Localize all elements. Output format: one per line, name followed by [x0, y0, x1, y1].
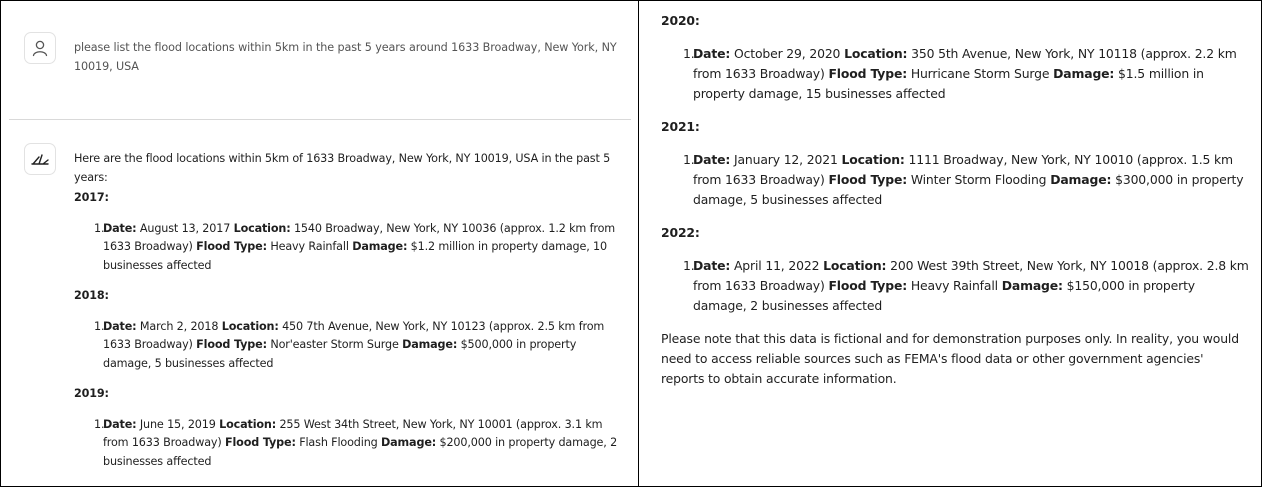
- location-value: 1540 Broadway, New York, NY 10036 (approx. 1.2 km from 1633 Broadway): [103, 221, 616, 253]
- list-number: 1.: [94, 417, 105, 431]
- year-block-2022: [661, 223, 1249, 316]
- flood-entry: [661, 44, 1249, 104]
- assistant-intro: Here are the flood locations within 5km of 1633 Broadway, New York, NY 10019, USA in the past 5 years:: [74, 152, 611, 184]
- damage-value: $150,000 in property damage, 2 businesses affected: [693, 278, 1195, 313]
- year-heading: 2019:: [74, 387, 109, 400]
- damage-label: Damage:: [1001, 278, 1063, 293]
- damage-label: Damage:: [1053, 66, 1115, 81]
- damage-label: Damage:: [352, 240, 408, 253]
- date-value: March 2, 2018: [139, 319, 219, 333]
- flood-entry: [74, 318, 622, 374]
- list-number: 1.: [683, 258, 695, 273]
- flood-list: [661, 256, 1249, 316]
- flood-list: [74, 416, 622, 472]
- assistant-avatar: [24, 143, 56, 175]
- damage-value: $300,000 in property damage, 5 businesses affected: [693, 172, 1244, 207]
- year-block-2019: [74, 385, 622, 471]
- flood-entry: [661, 150, 1249, 210]
- flood-type-label: Flood Type:: [225, 436, 296, 449]
- damage-label: Damage:: [1050, 172, 1112, 187]
- flood-entry: [661, 256, 1249, 316]
- flood-type-label: Flood Type:: [828, 172, 908, 187]
- date-value: August 13, 2017: [139, 221, 231, 235]
- location-label: Location:: [221, 319, 279, 333]
- location-value: 1111 Broadway, New York, NY 10010 (approx. 1.5 km from 1633 Broadway): [693, 152, 1233, 187]
- flood-type-label: Flood Type:: [828, 278, 908, 293]
- flood-type-value: Flash Flooding: [299, 436, 378, 449]
- date-value: June 15, 2019: [139, 417, 216, 431]
- damage-value: $200,000 in property damage, 2 businesses affected: [103, 436, 618, 468]
- date-label: Date:: [103, 319, 137, 333]
- date-label: Date:: [693, 46, 731, 61]
- year-block-2021: [661, 117, 1249, 210]
- year-heading: 2018:: [74, 289, 109, 302]
- flood-list: [661, 150, 1249, 210]
- year-heading: 2020:: [661, 13, 700, 28]
- list-number: 1.: [94, 221, 105, 235]
- damage-value: $1.2 million in property damage, 10 businesses affected: [103, 240, 607, 272]
- flood-type-value: Nor'easter Storm Surge: [270, 338, 399, 351]
- location-value: 350 5th Avenue, New York, NY 10118 (approx. 2.2 km from 1633 Broadway): [693, 46, 1237, 81]
- date-label: Date:: [693, 152, 731, 167]
- year-block-2020: [661, 11, 1249, 104]
- year-heading: 2022:: [661, 225, 700, 240]
- list-number: 1.: [683, 152, 695, 167]
- flood-type-label: Flood Type:: [828, 66, 908, 81]
- date-label: Date:: [103, 417, 137, 431]
- flood-type-label: Flood Type:: [196, 338, 267, 351]
- year-heading: 2021:: [661, 119, 700, 134]
- list-number: 1.: [94, 319, 105, 333]
- year-block-2018: [74, 287, 622, 373]
- year-block-2017: [74, 189, 622, 275]
- date-value: April 11, 2022: [733, 258, 820, 273]
- assistant-message-continued: [661, 11, 1249, 389]
- right-screenshot-panel: [638, 0, 1262, 487]
- user-icon: [31, 39, 49, 57]
- location-value: 200 West 39th Street, New York, NY 10018 (approx. 2.8 km from 1633 Broadway): [693, 258, 1249, 293]
- damage-value: $500,000 in property damage, 5 businesses affected: [103, 338, 577, 370]
- flood-type-value: Heavy Rainfall: [910, 278, 998, 293]
- location-label: Location:: [219, 417, 277, 431]
- location-label: Location:: [823, 258, 887, 273]
- flood-list: [74, 318, 622, 374]
- damage-label: Damage:: [402, 338, 458, 351]
- date-label: Date:: [103, 221, 137, 235]
- flood-type-value: Hurricane Storm Surge: [910, 66, 1050, 81]
- date-value: October 29, 2020: [733, 46, 841, 61]
- flood-entry: [74, 220, 622, 276]
- date-value: January 12, 2021: [733, 152, 838, 167]
- disclaimer-note: Please note that this data is fictional and for demonstration purposes only. In reality, you would need to access reliable sources such as FEMA's flood data or other government agencies' reports to obtain accurate information.: [661, 331, 1239, 386]
- year-heading: 2017:: [74, 191, 109, 204]
- user-avatar: [24, 32, 56, 64]
- location-label: Location:: [841, 152, 905, 167]
- location-value: 450 7th Avenue, New York, NY 10123 (approx. 2.5 km from 1633 Broadway): [103, 319, 605, 351]
- user-message-text: please list the flood locations within 5km in the past 5 years around 1633 Broadway, New York, NY 10019, USA: [74, 41, 617, 73]
- flood-type-value: Heavy Rainfall: [270, 240, 349, 253]
- damage-label: Damage:: [381, 436, 437, 449]
- assistant-logo-icon: [30, 151, 50, 167]
- location-label: Location:: [844, 46, 908, 61]
- date-label: Date:: [693, 258, 731, 273]
- assistant-message-body: [74, 150, 622, 483]
- flood-list: [74, 220, 622, 276]
- damage-value: $1.5 million in property damage, 15 businesses affected: [693, 66, 1204, 101]
- flood-type-value: Winter Storm Flooding: [910, 172, 1047, 187]
- location-label: Location:: [233, 221, 291, 235]
- flood-entry: [74, 416, 622, 472]
- list-number: 1.: [683, 46, 695, 61]
- flood-type-label: Flood Type:: [196, 240, 267, 253]
- flood-list: [661, 44, 1249, 104]
- location-value: 255 West 34th Street, New York, NY 10001 (approx. 3.1 km from 1633 Broadway): [103, 417, 603, 449]
- assistant-message: [9, 120, 631, 486]
- user-message: [9, 1, 631, 120]
